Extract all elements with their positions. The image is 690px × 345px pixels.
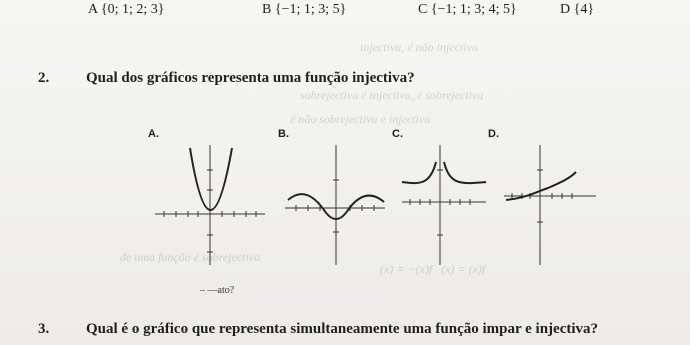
graph-label-b: B. xyxy=(278,128,289,140)
option-a: A {0; 1; 2; 3} xyxy=(88,2,165,17)
bleed-through-text: sobrejectiva é injectiva, é sobrejectiva xyxy=(300,88,484,102)
graph-b-ticks xyxy=(296,180,374,232)
graph-c-curve-path xyxy=(402,162,486,183)
option-d: D {4} xyxy=(560,2,595,17)
graph-c-curve xyxy=(398,140,490,270)
option-c: C {−1; 1; 3; 4; 5} xyxy=(418,2,517,17)
bleed-through-text: injectiva, é não injectiva xyxy=(360,40,478,54)
bleed-through-text: de uma função é sobrejectiva xyxy=(120,250,261,264)
bleed-through-text: é não sobrejectiva e injectiva xyxy=(290,112,431,126)
question-text: Qual é o gráfico que representa simultaneamente uma função impar e injectiva? xyxy=(86,321,599,337)
graph-label-d: D. xyxy=(488,128,499,140)
question-text: Qual dos gráficos representa uma função injectiva? xyxy=(86,70,415,86)
graph-d-increasing xyxy=(500,140,600,270)
option-b: B {−1; 1; 3; 5} xyxy=(262,2,347,17)
graph-a-parabola xyxy=(150,140,270,270)
question-number: 3. xyxy=(38,321,50,337)
bleed-through-text: (x) = −(x)f (x) = (x)f xyxy=(380,262,486,276)
footnote-fragment: – ––ato? xyxy=(200,285,235,296)
graph-b-sine xyxy=(280,140,390,270)
graph-a-curve xyxy=(190,148,232,210)
question-number: 2. xyxy=(38,70,50,86)
graph-label-a: A. xyxy=(148,128,159,140)
graph-label-c: C. xyxy=(392,128,403,140)
